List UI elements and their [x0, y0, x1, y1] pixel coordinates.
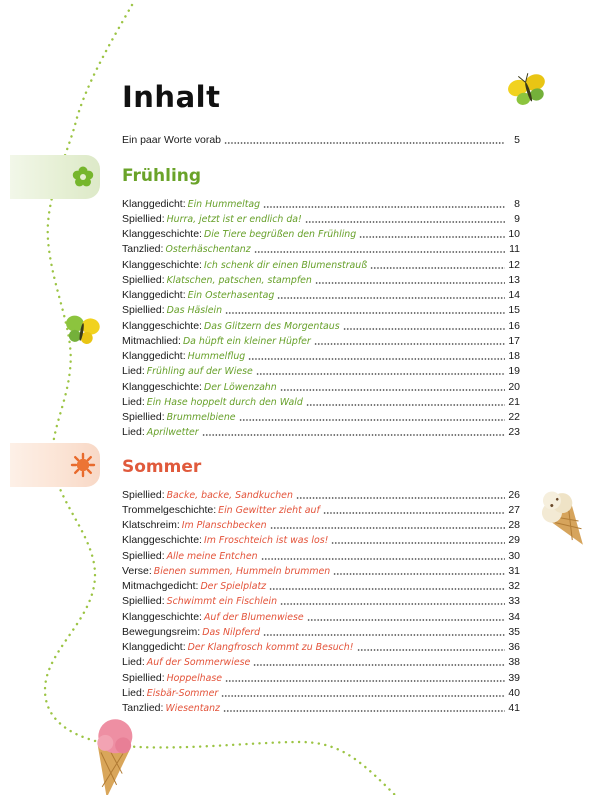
- toc-entry[interactable]: [122, 409, 520, 424]
- toc-page-number: 32: [508, 580, 520, 592]
- toc-entry-label: Spiellied:: [122, 549, 165, 562]
- toc-entry-label: Lied:: [122, 365, 145, 378]
- toc-entry-title: Backe, backe, Sandkuchen: [166, 489, 293, 501]
- toc-entry[interactable]: [122, 424, 520, 439]
- toc-entry-label: Klanggeschichte:: [122, 258, 202, 271]
- sun-icon: [70, 452, 96, 478]
- toc-page-number: 10: [508, 228, 520, 240]
- toc-page-number: 41: [508, 702, 520, 714]
- toc-entry-label: Klatschreim:: [122, 519, 180, 531]
- toc-entry-title: Ein Osterhasentag: [187, 290, 275, 301]
- toc-entry-title: Auf der Sommerwiese: [146, 657, 251, 669]
- butterfly-icon: [63, 314, 101, 346]
- flower-icon: [70, 164, 96, 190]
- toc-page-number: 30: [508, 549, 520, 562]
- toc-entry-title: Hoppelhase: [166, 672, 223, 684]
- toc-page-number: 36: [508, 641, 520, 653]
- leader-dots: [280, 389, 505, 391]
- leader-dots: [315, 282, 505, 284]
- toc-entry-title: Eisbär-Sommer: [146, 687, 219, 699]
- toc-entry-title: Auf der Blumenwiese: [203, 611, 304, 623]
- toc-entry-title: Aprilwetter: [146, 427, 199, 439]
- toc-entry[interactable]: [122, 394, 520, 409]
- toc-entry-label: Verse:: [122, 564, 152, 577]
- ice-cream-cone-icon: [90, 717, 135, 795]
- toc-page-number: 14: [508, 289, 520, 301]
- toc-entry[interactable]: [122, 593, 520, 608]
- toc-entry-label: Bewegungsreim:: [122, 625, 201, 638]
- leader-dots: [306, 404, 505, 406]
- toc-entry-label: Klanggeschichte:: [122, 319, 202, 332]
- toc-entry[interactable]: [122, 563, 520, 578]
- toc-entry-title: Wiesentanz: [165, 703, 220, 714]
- toc-page-number: 23: [508, 426, 520, 439]
- toc-entry[interactable]: [122, 624, 520, 639]
- toc-entry-title: Schwimmt ein Fischlein: [166, 596, 278, 608]
- toc-entry-label: Lied:: [122, 395, 145, 408]
- toc-entry-label: Tanzlied:: [122, 243, 164, 256]
- leader-dots: [357, 649, 505, 651]
- toc-entry-title: Die Tiere begrüßen den Frühling: [203, 229, 357, 240]
- toc-entry-label: Klanggeschichte:: [122, 228, 202, 240]
- leader-dots: [253, 664, 505, 666]
- ice-cream-cone-icon: [533, 483, 589, 554]
- leader-dots: [256, 373, 505, 375]
- leader-dots: [248, 358, 505, 360]
- toc-entry[interactable]: [122, 257, 520, 272]
- toc-entry-title: Bienen summen, Hummeln brummen: [153, 565, 331, 577]
- leader-dots: [307, 619, 505, 621]
- leader-dots: [270, 527, 505, 529]
- butterfly-icon: [505, 69, 550, 108]
- leader-dots: [277, 297, 505, 299]
- toc-page-number: 16: [508, 319, 520, 332]
- toc-entry-label: Spiellied:: [122, 304, 165, 317]
- page-title: Inhalt: [122, 80, 221, 114]
- toc-entry-label: Spiellied:: [122, 671, 165, 684]
- toc-page-number: 27: [508, 503, 520, 516]
- toc-entry[interactable]: [122, 700, 520, 715]
- toc-entry-label: Klanggedicht:: [122, 289, 186, 301]
- toc-entry-label: Mitmachlied:: [122, 334, 181, 347]
- toc-entry-label: Klanggedicht:: [122, 197, 186, 210]
- toc-entry[interactable]: [122, 302, 520, 317]
- toc-entry[interactable]: [122, 211, 520, 226]
- toc-entry-title: Ein Gewitter zieht auf: [218, 504, 320, 516]
- toc-entry-label: Spiellied:: [122, 212, 165, 225]
- toc-page-number: 38: [508, 656, 520, 669]
- toc-entry-label: Spiellied:: [122, 488, 165, 501]
- toc-entry[interactable]: [122, 318, 520, 333]
- toc-entry[interactable]: [122, 654, 520, 669]
- toc-page-number: 29: [508, 534, 520, 547]
- leader-dots: [221, 695, 505, 697]
- toc-entry-title: Ich schenk dir einen Blumenstrauß: [203, 259, 368, 271]
- toc-entry-title: Alle meine Entchen: [166, 550, 258, 562]
- toc-entry[interactable]: [122, 196, 520, 211]
- toc-page-number: 12: [508, 258, 520, 271]
- toc-page-number: 22: [508, 411, 520, 423]
- toc-entry-intro[interactable]: [122, 132, 520, 147]
- toc-entry-label: Lied:: [122, 426, 145, 439]
- toc-entry-label: Lied:: [122, 686, 145, 699]
- leader-dots: [224, 142, 505, 144]
- toc-entry[interactable]: [122, 348, 520, 363]
- toc-entry-title: Da hüpft ein kleiner Hüpfer: [182, 335, 311, 347]
- toc-entry-title: Das Glitzern des Morgentaus: [203, 320, 340, 332]
- toc-page-number: 31: [508, 564, 520, 577]
- toc-page-number: 28: [508, 519, 520, 531]
- toc-entry[interactable]: [122, 363, 520, 378]
- toc-page-number: 8: [514, 197, 520, 210]
- toc-entry-title: Das Häslein: [166, 305, 223, 317]
- leader-dots: [223, 710, 505, 712]
- leader-dots: [305, 221, 505, 223]
- leader-dots: [263, 206, 505, 208]
- toc-page-number: 9: [514, 212, 520, 225]
- toc-entry-label: Spiellied:: [122, 411, 165, 423]
- leader-dots: [323, 512, 505, 514]
- toc-entry-title: Im Planschbecken: [181, 520, 267, 531]
- toc-entry[interactable]: [122, 241, 520, 256]
- toc-entry[interactable]: [122, 272, 520, 287]
- leader-dots: [239, 419, 505, 421]
- toc-entry-title: Hurra, jetzt ist er endlich da!: [166, 213, 302, 225]
- toc-entry[interactable]: [122, 548, 520, 563]
- section-title-sommer: Sommer: [122, 457, 202, 477]
- leader-dots: [261, 558, 505, 560]
- leader-dots: [202, 434, 505, 436]
- leader-dots: [296, 497, 505, 499]
- toc-entry-title: Klatschen, patschen, stampfen: [166, 274, 312, 286]
- leader-dots: [263, 634, 505, 636]
- toc-entry-title: Ein Hummeltag: [187, 198, 261, 210]
- toc-page-number: 15: [508, 304, 520, 317]
- leader-dots: [225, 680, 505, 682]
- toc-page-number: 19: [508, 365, 520, 378]
- toc-page-number: 21: [508, 395, 520, 408]
- toc-entry-title: Der Löwenzahn: [203, 381, 277, 393]
- toc-entry[interactable]: [122, 287, 520, 302]
- toc-entry-label: Lied:: [122, 656, 145, 669]
- toc-entry[interactable]: [122, 517, 520, 532]
- section-title-fruehling: Frühling: [122, 166, 202, 186]
- toc-entry-title: Im Froschteich ist was los!: [203, 535, 329, 547]
- toc-entry[interactable]: [122, 379, 520, 394]
- leader-dots: [333, 573, 505, 575]
- toc-entry-title: Der Spielplatz: [200, 581, 267, 592]
- toc-page-number: 40: [508, 686, 520, 699]
- toc-entry-label: Klanggedicht:: [122, 641, 186, 653]
- toc-page-number: 11: [509, 243, 520, 256]
- toc-page-number: 35: [508, 625, 520, 638]
- toc-entry[interactable]: [122, 532, 520, 547]
- toc-entry-title: Frühling auf der Wiese: [146, 366, 253, 378]
- toc-entry-label: Tanzlied:: [122, 702, 164, 714]
- toc-entry-label: Spiellied:: [122, 595, 165, 608]
- toc-entry[interactable]: [122, 502, 520, 517]
- toc-entry-title: Osterhäschentanz: [165, 244, 251, 256]
- toc-entry-title: Hummelflug: [187, 351, 246, 362]
- toc-page-number: 39: [508, 671, 520, 684]
- toc-entry-label: Klanggeschichte:: [122, 534, 202, 547]
- toc-page-number: 17: [508, 334, 520, 347]
- toc-entry[interactable]: [122, 578, 520, 593]
- toc-page-number: 34: [508, 610, 520, 623]
- toc-entry-label: Mitmachgedicht:: [122, 580, 199, 592]
- toc-page-number: 18: [508, 350, 520, 362]
- toc-page-number: 33: [508, 595, 520, 608]
- toc-entry-label: Klanggedicht:: [122, 350, 186, 362]
- toc-page-number: 13: [508, 273, 520, 286]
- leader-dots: [370, 267, 505, 269]
- toc-entry-label: Klanggeschichte:: [122, 380, 202, 393]
- toc-entry[interactable]: [122, 609, 520, 624]
- leader-dots: [269, 588, 505, 590]
- toc-entry[interactable]: [122, 487, 520, 502]
- toc-entry-title: Das Nilpferd: [202, 626, 261, 638]
- toc-entry-label: Klanggeschichte:: [122, 610, 202, 623]
- toc-entry-title: Ein Hase hoppelt durch den Wald: [146, 396, 303, 408]
- toc-entry-label: Trommelgeschichte:: [122, 503, 217, 516]
- toc-page-number: 20: [508, 380, 520, 393]
- toc-entry-title: Brummelbiene: [166, 412, 236, 423]
- section-tab-sommer: [10, 443, 100, 487]
- toc-entry[interactable]: [122, 685, 520, 700]
- toc-page-number: 26: [508, 488, 520, 501]
- toc-entry-title: Der Klangfrosch kommt zu Besuch!: [187, 642, 354, 653]
- toc-entry-label: Spiellied:: [122, 273, 165, 286]
- leader-dots: [359, 236, 505, 238]
- leader-dots: [254, 251, 505, 253]
- toc-entry[interactable]: [122, 333, 520, 348]
- leader-dots: [314, 343, 505, 345]
- toc-entry[interactable]: [122, 639, 520, 654]
- toc-entry[interactable]: [122, 670, 520, 685]
- section-tab-fruehling: [10, 155, 100, 199]
- leader-dots: [280, 603, 505, 605]
- toc-page-number: 5: [514, 134, 520, 146]
- leader-dots: [343, 328, 505, 330]
- leader-dots: [225, 312, 505, 314]
- leader-dots: [331, 542, 505, 544]
- toc-entry-label: Ein paar Worte vorab: [122, 134, 222, 146]
- toc-entry[interactable]: [122, 226, 520, 241]
